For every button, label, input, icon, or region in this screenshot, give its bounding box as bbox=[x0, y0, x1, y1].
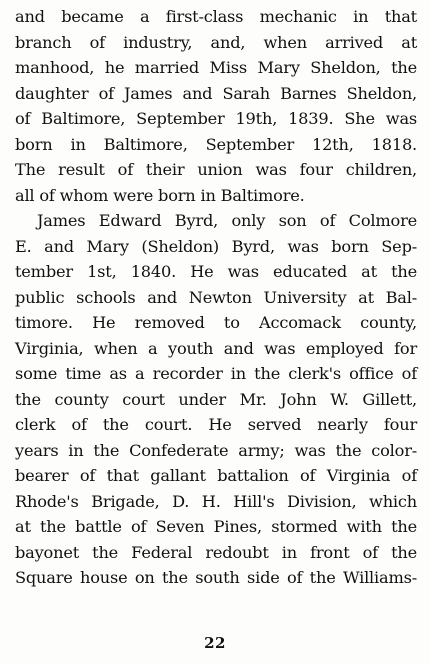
text-line: at the battle of Seven Pines, stormed with the bbox=[15, 517, 417, 536]
paragraph-1 bbox=[15, 4, 417, 208]
text-line: daughter of James and Sarah Barnes Sheldon, bbox=[15, 83, 417, 103]
text-line: tember 1st, 1840. He was educated at the bbox=[15, 262, 417, 281]
text-line: born in Baltimore, September 12th, 1818. bbox=[15, 134, 417, 154]
text-line: timore. He removed to Accomack county, bbox=[15, 313, 417, 332]
text-line: Rhode's Brigade, D. H. Hill's Division, which bbox=[15, 491, 417, 511]
text-line: James Edward Byrd, only son of Colmore bbox=[37, 211, 417, 230]
body-text bbox=[15, 4, 417, 591]
text-line: the county court under Mr. John W. Gillett, bbox=[15, 389, 417, 409]
text-line: all of whom were born in Baltimore. bbox=[15, 185, 305, 205]
text-line: The result of their union was four children, bbox=[15, 160, 417, 179]
text-line: E. and Mary (Sheldon) Byrd, was born Sep- bbox=[15, 236, 417, 256]
text-line: bearer of that gallant battalion of Virginia of bbox=[15, 466, 417, 485]
text-line: years in the Confederate army; was the color- bbox=[15, 440, 417, 460]
text-line: some time as a recorder in the clerk's office of bbox=[15, 364, 417, 383]
text-line: bayonet the Federal redoubt in front of the bbox=[15, 542, 417, 562]
text-line: of Baltimore, September 19th, 1839. She was bbox=[15, 109, 417, 128]
text-line: Virginia, when a youth and was employed for bbox=[15, 338, 417, 358]
page-number: 22 bbox=[204, 634, 226, 652]
text-line: public schools and Newton University at Bal- bbox=[15, 287, 417, 307]
text-line: branch of industry, and, when arrived at bbox=[15, 32, 417, 52]
paragraph-2 bbox=[15, 208, 417, 591]
text-line: and became a first-class mechanic in that bbox=[15, 7, 417, 26]
text-line: Square house on the south side of the Williams- bbox=[15, 568, 417, 587]
text-line: clerk of the court. He served nearly four bbox=[15, 415, 417, 434]
text-line: manhood, he married Miss Mary Sheldon, the bbox=[15, 58, 417, 77]
